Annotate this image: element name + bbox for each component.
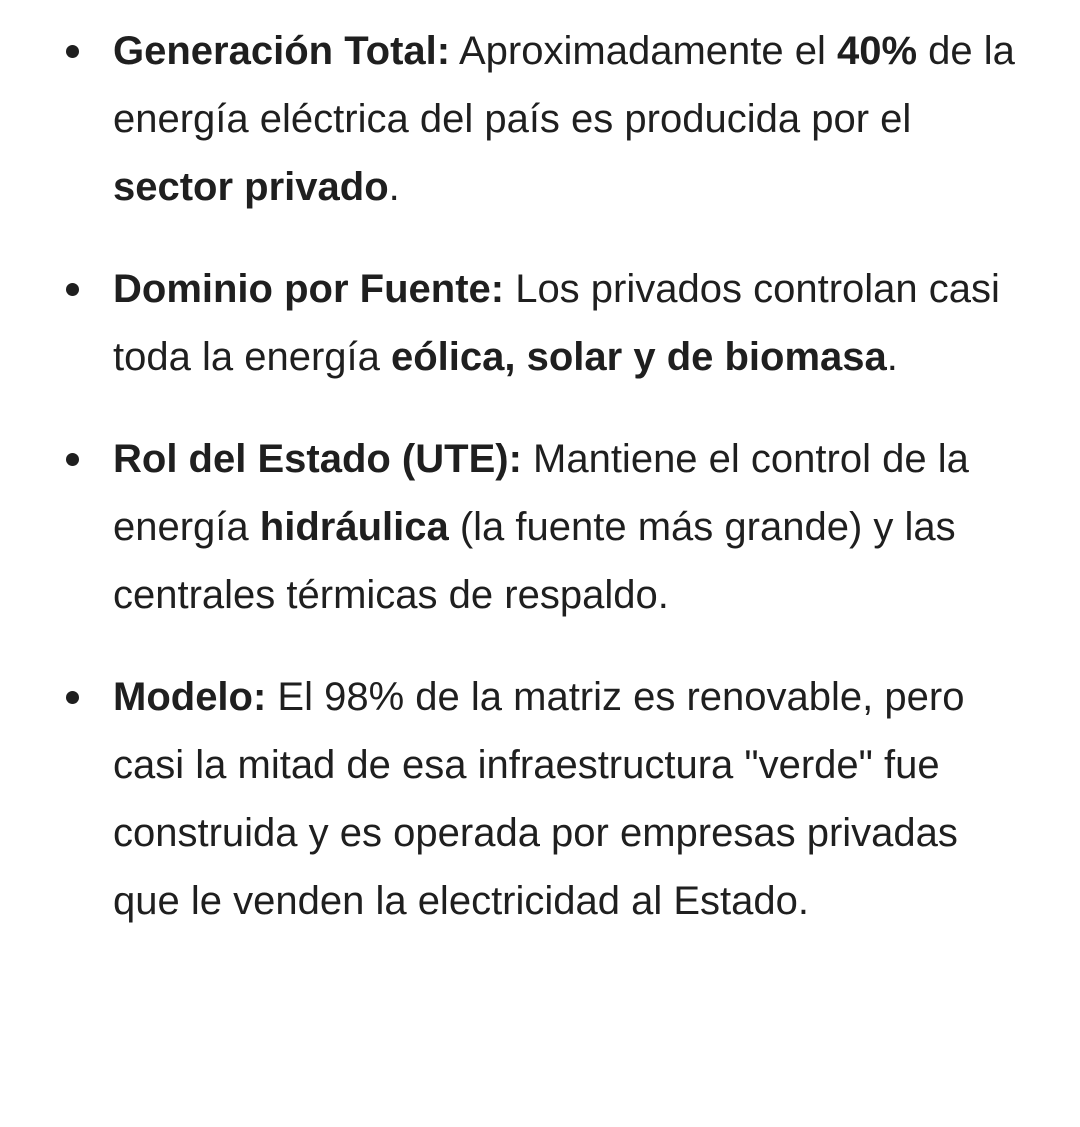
list-item-rol-del-estado	[0, 425, 1080, 629]
item-emphasis: sector privado	[113, 165, 389, 209]
item-text: .	[388, 165, 400, 209]
item-text: Mantiene el control de la energía	[113, 437, 969, 549]
bullet-dot-icon	[66, 45, 79, 58]
item-text: (la fuente más grande) y las centrales térmicas de respaldo.	[113, 505, 956, 617]
bullet-dot-icon	[66, 283, 79, 296]
item-text: de la energía eléctrica del país es producida por el	[113, 29, 1015, 141]
item-text: .	[886, 335, 898, 379]
item-text: El 98% de la matriz es renovable, pero casi la mitad de esa infraestructura "verde" fue construida y es operada por empresas privadas que le venden la electricidad al Estado.	[113, 675, 965, 923]
bullet-list	[0, 17, 1080, 969]
item-heading: Dominio por Fuente:	[113, 267, 505, 311]
bullet-dot-icon	[66, 453, 79, 466]
item-heading: Rol del Estado (UTE):	[113, 437, 522, 481]
list-item-dominio-por-fuente	[0, 255, 1080, 391]
item-text: Aproximadamente el	[450, 29, 837, 73]
item-emphasis: hidráulica	[259, 505, 449, 549]
item-heading: Modelo:	[113, 675, 267, 719]
item-emphasis: eólica, solar y de biomasa	[391, 335, 887, 379]
item-text: Los privados controlan casi toda la energía	[113, 267, 1000, 379]
item-emphasis: 40%	[836, 29, 918, 73]
item-heading: Generación Total:	[113, 29, 451, 73]
bullet-dot-icon	[66, 691, 79, 704]
list-item-generacion-total	[0, 17, 1080, 221]
list-item-modelo	[0, 663, 1080, 935]
